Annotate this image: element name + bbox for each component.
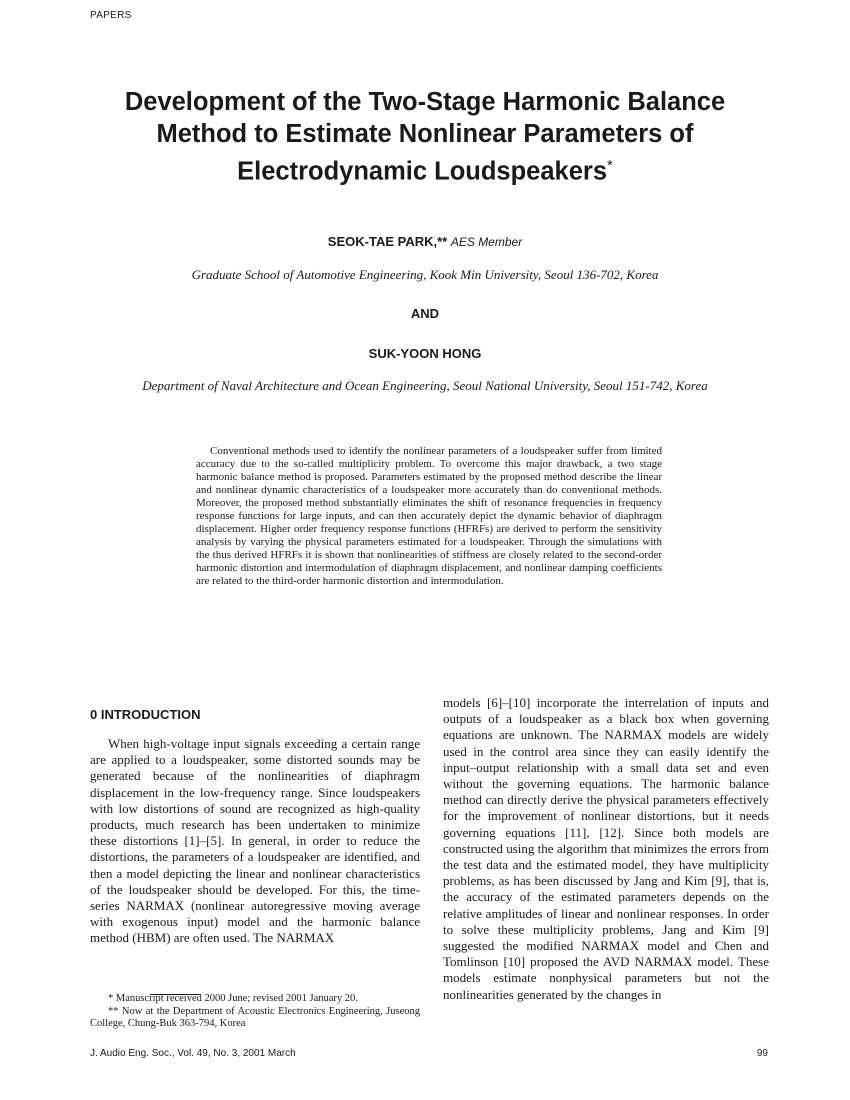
author-2-affiliation: Department of Naval Architecture and Ocean Engineering, Seoul National University, Seoul 151-742, Korea xyxy=(142,378,708,393)
author-1-affiliation: Graduate School of Automotive Engineering, Kook Min University, Seoul 136-702, Korea xyxy=(191,267,659,282)
page-number: 99 xyxy=(756,1048,768,1059)
section-label: PAPERS xyxy=(90,10,132,21)
intro-paragraph-right: models [6]–[10] incorporate the interrelation of inputs and outputs of a loudspeaker as a black box when governing equations are unknown. The NARMAX models are widely used in the control area since they can easily identify the input–output relationship with a small data set and even without the governing equations. The harmonic balance method can directly derive the physical parameters effectively for the improvement of nonlinear distortions, but it needs governing equations [11], [12]. Since both models are constructed using the algorithm that minimizes the errors from the test data and the estimated model, they have multiplicity problems, as has been discussed by Jang and Kim [9], that is, the accuracy of the estimated parameters depends on the relative amplitudes of linear and nonlinear responses. In order to solve these multiplicity problems, Jang and Kim [9] suggested the modified NARMAX model and Chen and Tomlinson [10] proposed the AVD NARMAX model. These models estimate nonphysical parameters but not the nonlinearities generated by the changes in xyxy=(443,695,769,1002)
intro-paragraph-left: When high-voltage input signals exceeding a certain range are applied to a loudspeaker, some distorted sounds may be generated because of the nonlinearities of diaphragm displacement in the low-frequency range. Since loudspeakers with low distortions of sound are recognized as high-quality products, much research has been undertaken to minimize these distortions [1]–[5]. In general, in order to reduce the distortions, the parameters of a loudspeaker are identified, and then a model depicting the linear and nonlinear characteristics of the loudspeaker should be developed. For this, the time-series NARMAX (nonlinear autoregressive moving average with exogenous input) model and the harmonic balance method (HBM) are often used. The NARMAX xyxy=(90,736,420,946)
author-1 xyxy=(0,234,850,249)
title-footnote-mark: * xyxy=(607,157,613,174)
title-line-1: Development of the Two-Stage Harmonic Balance xyxy=(124,88,726,116)
abstract: Conventional methods used to identify the nonlinear parameters of a loudspeaker suffer from limited accuracy due to the so-called multiplicity problem. To overcome this major drawback, a two stage harmonic balance method is proposed. Parameters estimated by the proposed method describe the linear and nonlinear dynamic characteristics of a loudspeaker more accurately than do conventional methods. Moreover, the proposed method substantially eliminates the shift of resonance frequencies in frequency response functions for large inputs, and can then accurately depict the dynamic behavior of diaphragm displacement. Higher order frequency response functions (HFRFs) are derived to perform the sensitivity analysis by varying the physical parameters estimated for a loudspeaker. Through the simulations with the thus derived HFRFs it is shown that nonlinearities of stiffness are closely related to the second-order harmonic distortion and intermodulation of diaphragm displacement, and nonlinear damping coefficients are related to the third-order harmonic distortion and intermodulation. xyxy=(196,445,662,587)
paper-title xyxy=(60,86,790,188)
intro-column-left xyxy=(90,736,420,947)
section-heading-introduction: 0 INTRODUCTION xyxy=(90,707,201,722)
author-1-name: SEOK-TAE PARK,** xyxy=(327,234,448,249)
and-separator: AND xyxy=(410,306,440,321)
footnote-1: * Manuscript received 2000 June; revised 2001 January 20. xyxy=(108,993,358,1004)
title-line-3 xyxy=(60,150,790,188)
footnotes xyxy=(90,993,420,1031)
journal-citation: J. Audio Eng. Soc., Vol. 49, No. 3, 2001 March xyxy=(90,1048,296,1059)
title-line-3-text: Electrodynamic Loudspeakers xyxy=(237,157,608,186)
footnote-2: ** Now at the Department of Acoustic Electronics Engineering, Juseong College, Chung-Buk 363-794, Korea xyxy=(90,1005,420,1029)
author-2 xyxy=(0,346,850,361)
author-2-name: SUK-YOON HONG xyxy=(368,346,482,361)
title-line-2: Method to Estimate Nonlinear Parameters of xyxy=(156,120,694,148)
author-1-membership: AES Member xyxy=(450,235,523,249)
intro-column-right xyxy=(443,695,769,1003)
